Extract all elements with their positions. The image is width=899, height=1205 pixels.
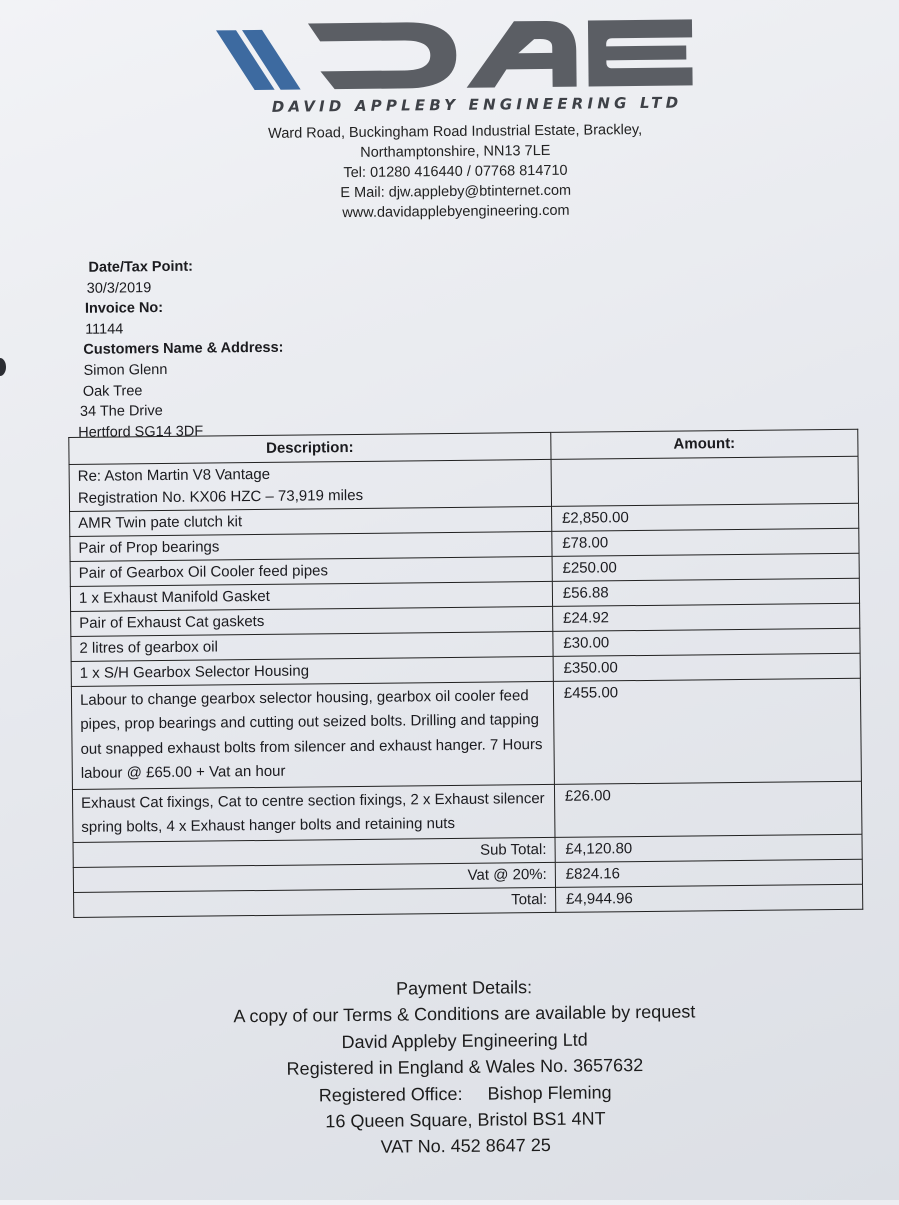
invoice-number: 11144 bbox=[85, 321, 124, 338]
item-amount: £30.00 bbox=[553, 628, 860, 656]
labour-amount: £455.00 bbox=[553, 678, 861, 784]
address-line: Northamptonshire, NN13 7LE bbox=[360, 142, 551, 161]
address-line: Ward Road, Buckingham Road Industrial Estate, Brackley, bbox=[268, 121, 643, 142]
invoice-info bbox=[78, 256, 284, 443]
payment-details bbox=[204, 972, 726, 1162]
customer-label: Customers Name & Address: bbox=[83, 340, 284, 359]
item-description: Pair of Gearbox Oil Cooler feed pipes bbox=[70, 556, 552, 586]
invoice-date: 30/3/2019 bbox=[86, 279, 152, 297]
customer-line: 34 The Drive bbox=[79, 403, 163, 421]
company-logo bbox=[216, 9, 697, 124]
terms-line: A copy of our Terms & Conditions are available by request bbox=[233, 1001, 696, 1027]
vehicle-description bbox=[69, 459, 551, 511]
registered-office: Registered Office: Bishop Fleming bbox=[318, 1081, 612, 1106]
item-description: Pair of Prop bearings bbox=[70, 531, 552, 561]
item-amount: £250.00 bbox=[552, 553, 859, 581]
item-amount: £56.88 bbox=[552, 578, 859, 606]
customer-line: Oak Tree bbox=[82, 382, 143, 400]
vat-amount: £824.16 bbox=[555, 860, 862, 888]
item-amount: £24.92 bbox=[552, 603, 859, 631]
total-amount: £4,944.96 bbox=[555, 885, 862, 913]
vat-label: Vat @ 20%: bbox=[73, 863, 555, 893]
website: www.davidapplebyengineering.com bbox=[342, 202, 570, 222]
fixings-amount: £26.00 bbox=[554, 781, 862, 838]
vehicle-amount bbox=[551, 456, 859, 506]
telephone: Tel: 01280 416440 / 07768 814710 bbox=[343, 162, 568, 182]
item-description: 2 litres of gearbox oil bbox=[71, 631, 553, 661]
company-name-tagline: DAVID APPLEBY ENGINEERING LTD bbox=[271, 93, 683, 116]
vehicle-registration: Registration No. KX06 HZC – 73,919 miles bbox=[77, 486, 364, 507]
vat-number: VAT No. 452 8647 25 bbox=[380, 1135, 551, 1158]
item-amount: £2,850.00 bbox=[551, 503, 858, 531]
amount-header: Amount: bbox=[551, 429, 858, 459]
vehicle-row bbox=[69, 456, 858, 511]
company-address bbox=[195, 119, 716, 224]
payment-heading: Payment Details: bbox=[395, 977, 533, 999]
table-row bbox=[72, 781, 862, 843]
subtotal-amount: £4,120.80 bbox=[555, 835, 862, 863]
invoice-table bbox=[68, 429, 863, 919]
customer-line: Simon Glenn bbox=[83, 361, 168, 379]
item-description: AMR Twin pate clutch kit bbox=[70, 506, 552, 536]
vehicle-model: Re: Aston Martin V8 Vantage bbox=[77, 465, 271, 485]
registration-number: Registered in England & Wales No. 3657632 bbox=[286, 1055, 644, 1079]
item-description: 1 x Exhaust Manifold Gasket bbox=[70, 581, 552, 611]
item-description: 1 x S/H Gearbox Selector Housing bbox=[71, 656, 553, 686]
dae-logo-icon bbox=[216, 9, 697, 104]
date-label: Date/Tax Point: bbox=[88, 258, 194, 276]
subtotal-label: Sub Total: bbox=[73, 838, 555, 868]
labour-description: Labour to change gearbox selector housing, gearbox oil cooler feed pipes, prop bearings and cutting out seized bolts. Drilling and tapping out snapped exhaust bolts from silencer and exhaust hanger. 7 Hours labour @ £65.00 + Vat an hour bbox=[71, 681, 554, 789]
email: E Mail: djw.appleby@btinternet.com bbox=[340, 182, 572, 202]
table-row bbox=[71, 678, 861, 789]
item-amount: £78.00 bbox=[552, 528, 859, 556]
item-amount: £350.00 bbox=[553, 653, 860, 681]
office-address: 16 Queen Square, Bristol BS1 4NT bbox=[325, 1108, 606, 1132]
customer-line: Hertford SG14 3DF bbox=[78, 423, 204, 441]
total-label: Total: bbox=[74, 888, 556, 918]
invoice-number-label: Invoice No: bbox=[84, 300, 164, 317]
description-header: Description: bbox=[69, 432, 551, 464]
fixings-description: Exhaust Cat fixings, Cat to centre section fixings, 2 x Exhaust silencer spring bolts, 4 x Exhaust hanger bolts and retaining nuts bbox=[72, 784, 554, 843]
company-legal-name: David Appleby Engineering Ltd bbox=[341, 1029, 588, 1052]
item-description: Pair of Exhaust Cat gaskets bbox=[71, 606, 553, 636]
